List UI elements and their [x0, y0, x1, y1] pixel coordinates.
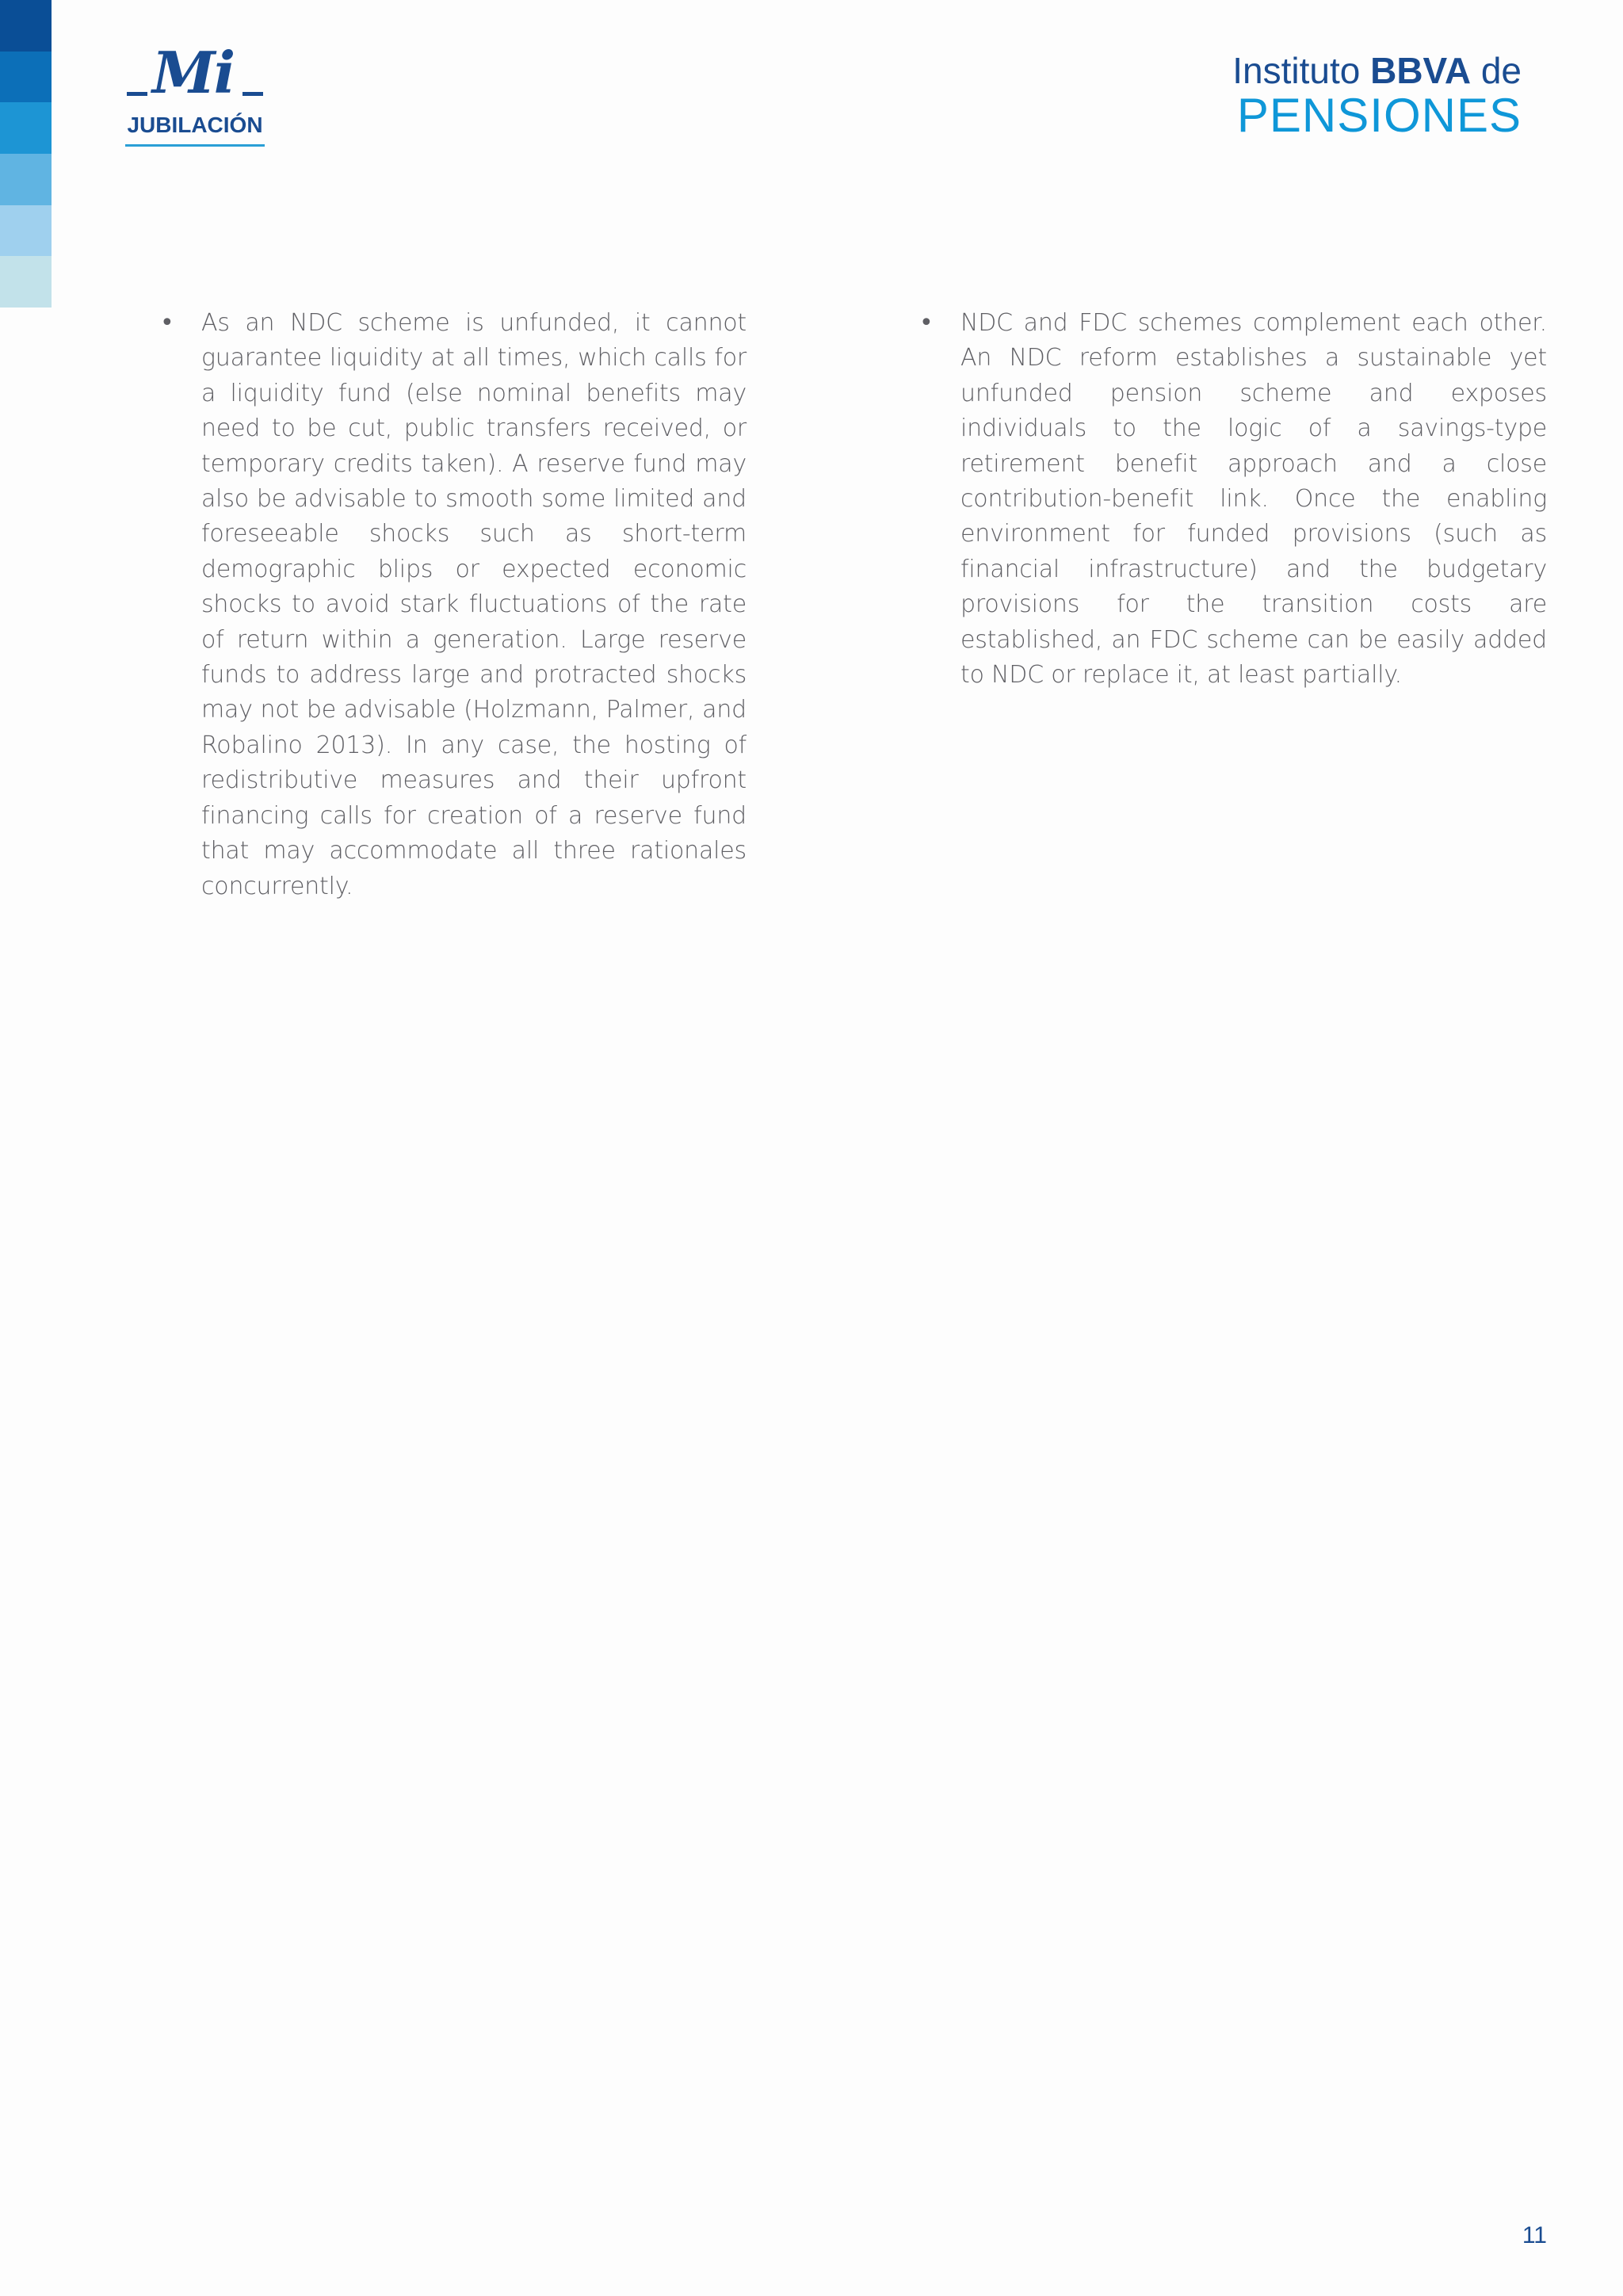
instituto-bbva-pensiones-logo — [1232, 50, 1522, 147]
logo-pensiones-text: PENSIONES — [1236, 89, 1522, 142]
logo-line-1 — [1232, 52, 1522, 89]
logo-script-word: Mi — [152, 39, 235, 106]
logo-script-row — [124, 39, 266, 114]
bullet-marker: • — [160, 309, 174, 337]
bullet-paragraph: As an NDC scheme is unfunded, it cannot guarantee liquidity at all times, which calls for a liquidity fund (else nominal benefits may need to be cut, public transfers received, or temporary credits taken). A reserve fund may also be advisable to smooth some limited and foreseeable shocks such as short-term demographic blips or expected economic shocks to avoid stark fluctuations of the rate of return within a generation. Large reserve funds to address large and protracted shocks may not be advisable (Holzmann, Palmer, and Robalino 2013). In any case, the hosting of redistributive measures and their upfront financing calls for creation of a reserve fund that may accommodate all three rationales concurrently. — [201, 309, 747, 900]
stripe-segment — [0, 0, 52, 52]
page-number: 11 — [1522, 2222, 1547, 2248]
bullet-paragraph: NDC and FDC schemes complement each other. An NDC reform establishes a sustainable yet unfunded pension scheme and exposes individuals to the logic of a savings-type retirement benefit approach and a close contribution-benefit link. Once the enabling environment for funded provisions (such as financial infrastructure) and the budgetary provisions for the transition costs are established, an FDC scheme can be easily added to NDC or replace it, at least partially. — [960, 309, 1547, 690]
stripe-segment — [0, 52, 52, 103]
logo-underline — [125, 144, 265, 147]
logo-instituto-text: Instituto — [1232, 50, 1371, 91]
logo-sub-word: JUBILACIÓN — [127, 113, 263, 137]
logo-dash-right — [242, 92, 263, 96]
decorative-color-stripe — [0, 0, 52, 308]
right-column — [919, 306, 1547, 693]
logo-bbva-text: BBVA — [1370, 50, 1472, 91]
stripe-segment — [0, 154, 52, 205]
logo-de-text: de — [1471, 50, 1522, 91]
mi-jubilacion-logo — [124, 39, 266, 154]
stripe-segment — [0, 102, 52, 154]
stripe-segment — [0, 256, 52, 308]
stripe-segment — [0, 205, 52, 257]
bullet-item — [160, 306, 747, 904]
bullet-item — [919, 306, 1547, 693]
bullet-marker: • — [919, 309, 934, 337]
logo-dash-left — [127, 92, 147, 96]
left-column — [160, 306, 747, 904]
